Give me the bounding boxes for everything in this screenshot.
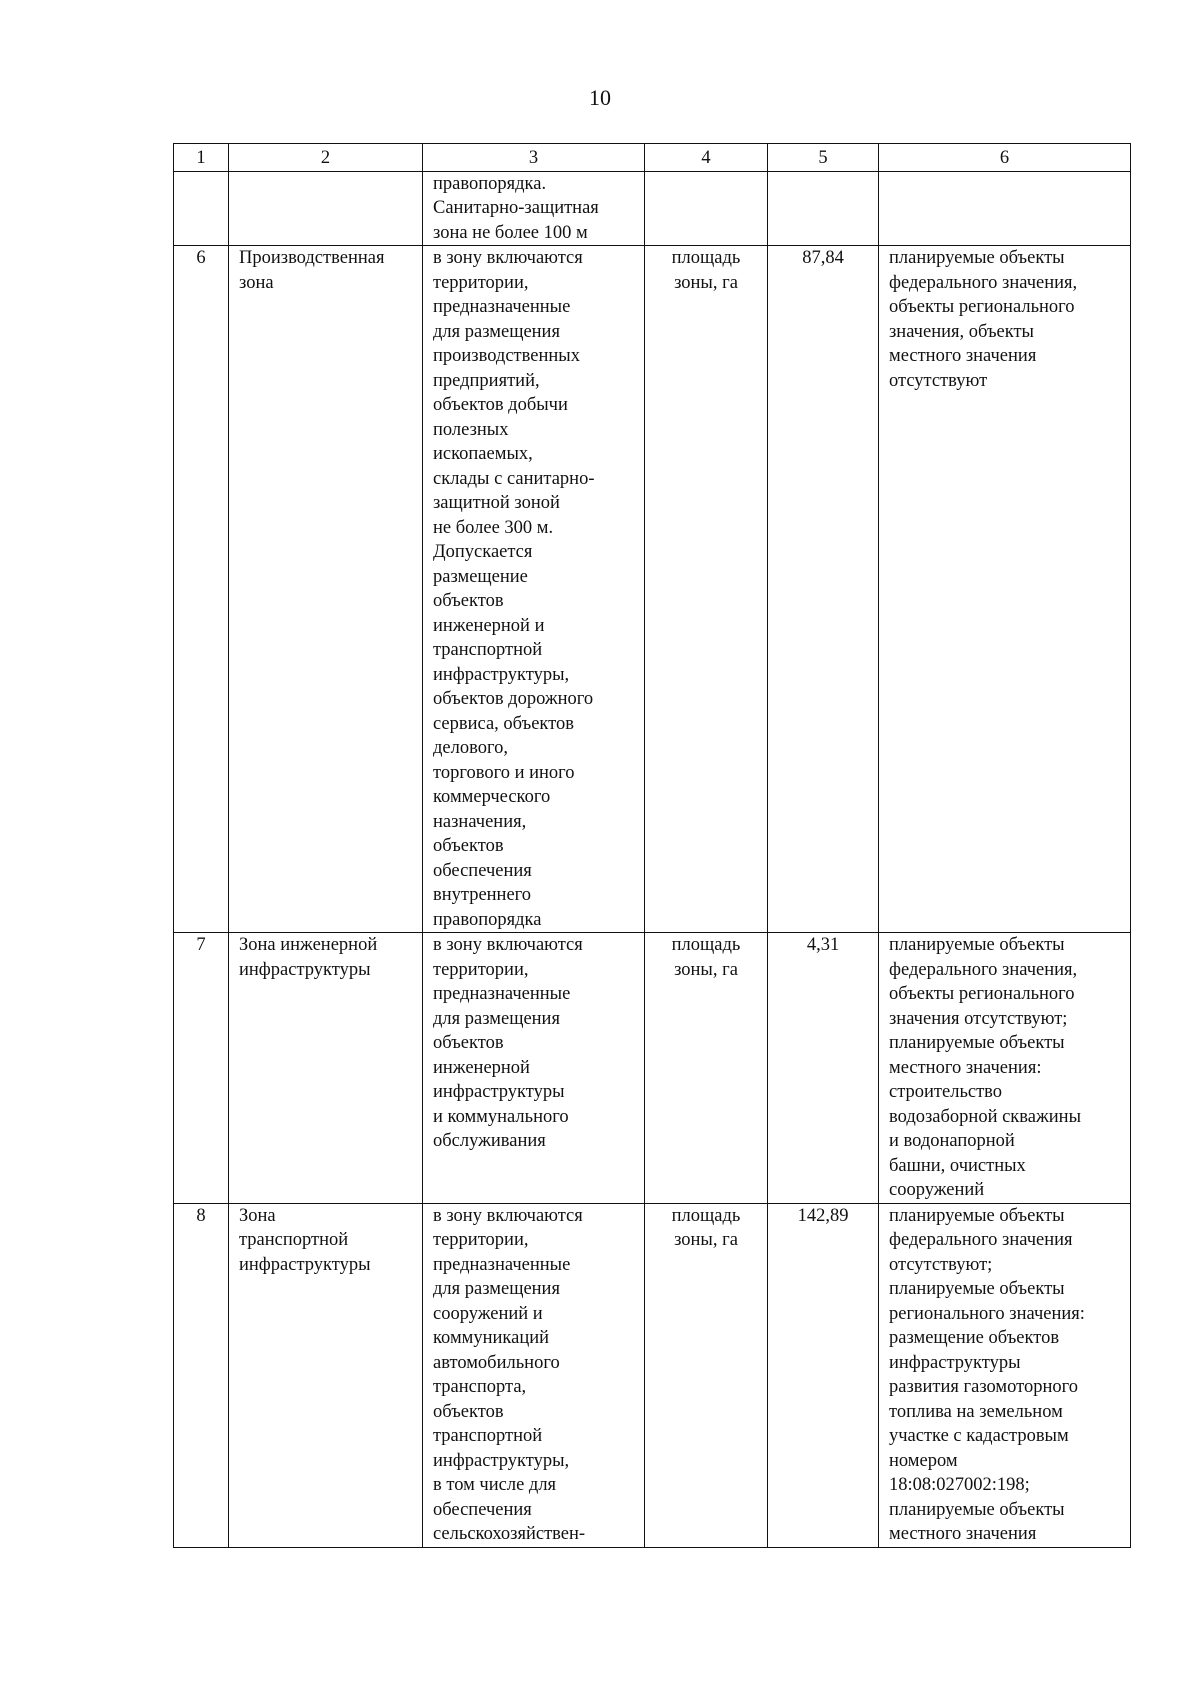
zone-name-cell (229, 246, 423, 933)
description-line: полезных (433, 419, 509, 440)
objects-line: отсутствуют; (889, 1254, 993, 1275)
description-line: в зону включаются (433, 1205, 583, 1226)
description-line: объектов добычи (433, 395, 568, 415)
objects-line: отсутствуют (889, 370, 988, 391)
column-header: 3 (423, 144, 645, 172)
indicator-line: зоны, га (674, 959, 738, 980)
planned-objects-cell (879, 246, 1131, 933)
zone-name-line: Производственная (239, 248, 385, 268)
description-line: объектов (433, 591, 504, 611)
description-line: сервиса, объектов (433, 713, 574, 734)
column-header: 4 (645, 144, 768, 172)
description-line: транспортной (433, 1426, 543, 1446)
objects-line: номером (889, 1450, 958, 1471)
objects-line: планируемые объекты (889, 1205, 1065, 1226)
indicator-line: зоны, га (674, 272, 738, 293)
objects-line: местного значения (889, 1524, 1037, 1544)
description-line: правопорядка (433, 909, 542, 930)
indicator-cell (645, 246, 768, 933)
zone-name-line: Зона (239, 1205, 276, 1226)
area-value-cell: 4,31 (768, 933, 879, 1204)
description-line: сельскохозяйствен- (433, 1524, 586, 1544)
description-line: размещение (433, 566, 528, 587)
description-line: объектов (433, 1033, 504, 1053)
indicator-cell (645, 1203, 768, 1547)
zones-table (173, 143, 1131, 1548)
description-line: транспортной (433, 640, 543, 660)
zone-name-cell (229, 1203, 423, 1547)
objects-line: объекты регионального (889, 297, 1075, 317)
table-header-row (174, 144, 1131, 172)
description-line: обеспечения (433, 860, 532, 881)
zone-name-line: инфраструктуры (239, 959, 371, 980)
description-line: инфраструктуры (433, 1082, 565, 1102)
description-line: Допускается (433, 542, 533, 562)
table-row (174, 171, 1131, 246)
zone-name-cell (229, 171, 423, 246)
planned-objects-cell (879, 933, 1131, 1204)
zone-description-cell (423, 933, 645, 1204)
objects-line: башни, очистных (889, 1155, 1026, 1176)
row-number-cell: 6 (174, 246, 229, 933)
description-line: объектов дорожного (433, 689, 594, 709)
zone-name-line: Зона инженерной (239, 935, 378, 955)
description-line: территории, (433, 272, 529, 293)
description-line: и коммунального (433, 1106, 569, 1127)
description-line: инфраструктуры, (433, 1450, 570, 1471)
description-line: инфраструктуры, (433, 664, 570, 685)
description-line: назначения, (433, 811, 527, 832)
objects-line: планируемые объекты (889, 1279, 1065, 1299)
description-line: в том числе для (433, 1475, 557, 1495)
zone-description-cell (423, 1203, 645, 1547)
objects-line: значения отсутствуют; (889, 1008, 1068, 1029)
description-line: защитной зоной (433, 493, 560, 513)
description-line: объектов (433, 836, 504, 856)
row-number-cell: 8 (174, 1203, 229, 1547)
area-value-cell (768, 171, 879, 246)
description-line: правопорядка. (433, 173, 547, 194)
objects-line: объекты регионального (889, 984, 1075, 1004)
objects-line: планируемые объекты (889, 1499, 1065, 1520)
description-line: торгового и иного (433, 762, 575, 783)
description-line: предприятий, (433, 370, 540, 391)
objects-line: федерального значения, (889, 959, 1078, 980)
objects-line: местного значения: (889, 1057, 1042, 1078)
objects-line: регионального значения: (889, 1303, 1085, 1324)
description-line: территории, (433, 959, 529, 980)
planned-objects-cell (879, 1203, 1131, 1547)
objects-line: водозаборной скважины (889, 1106, 1082, 1127)
objects-line: топлива на земельном (889, 1401, 1063, 1422)
description-line: Санитарно-защитная (433, 198, 599, 218)
description-line: коммуникаций (433, 1328, 550, 1348)
description-line: автомобильного (433, 1352, 560, 1373)
objects-line: инфраструктуры (889, 1352, 1021, 1373)
objects-line: развития газомоторного (889, 1377, 1079, 1397)
indicator-line: зоны, га (674, 1230, 738, 1250)
description-line: обеспечения (433, 1499, 532, 1520)
column-header: 6 (879, 144, 1131, 172)
objects-line: местного значения (889, 346, 1037, 366)
description-line: сооружений и (433, 1303, 543, 1324)
objects-line: и водонапорной (889, 1131, 1015, 1151)
area-value-cell: 87,84 (768, 246, 879, 933)
description-line: зона не более 100 м (433, 222, 588, 243)
objects-line: федерального значения (889, 1230, 1073, 1250)
table-row (174, 933, 1131, 1204)
description-line: для размещения (433, 321, 560, 342)
indicator-cell (645, 933, 768, 1204)
objects-line: размещение объектов (889, 1328, 1060, 1348)
column-header: 1 (174, 144, 229, 172)
description-line: предназначенные (433, 984, 571, 1004)
description-line: делового, (433, 738, 508, 758)
description-line: склады с санитарно- (433, 468, 595, 489)
description-line: не более 300 м. (433, 517, 554, 538)
indicator-line: площадь (671, 1205, 741, 1226)
objects-line: значения, объекты (889, 321, 1034, 342)
description-line: предназначенные (433, 297, 571, 317)
objects-line: участке с кадастровым (889, 1426, 1069, 1446)
description-line: обслуживания (433, 1131, 546, 1151)
description-line: объектов (433, 1401, 504, 1422)
description-line: предназначенные (433, 1254, 571, 1275)
description-line: территории, (433, 1230, 529, 1250)
description-line: внутреннего (433, 885, 532, 905)
objects-line: федерального значения, (889, 272, 1078, 293)
description-line: транспорта, (433, 1377, 527, 1397)
description-line: ископаемых, (433, 444, 533, 464)
zone-description-cell (423, 246, 645, 933)
objects-line: 18:08:027002:198; (889, 1475, 1030, 1495)
objects-line: сооружений (889, 1180, 985, 1200)
zone-name-cell (229, 933, 423, 1204)
table-row (174, 246, 1131, 933)
description-line: в зону включаются (433, 248, 583, 268)
indicator-line: площадь (671, 935, 741, 955)
objects-line: планируемые объекты (889, 935, 1065, 955)
description-line: инженерной и (433, 615, 545, 636)
description-line: для размещения (433, 1279, 560, 1299)
row-number-cell: 7 (174, 933, 229, 1204)
indicator-line: площадь (671, 248, 741, 268)
description-line: инженерной (433, 1057, 530, 1078)
description-line: коммерческого (433, 787, 551, 807)
column-header: 2 (229, 144, 423, 172)
objects-line: планируемые объекты (889, 248, 1065, 268)
zone-description-cell (423, 171, 645, 246)
area-value-cell: 142,89 (768, 1203, 879, 1547)
description-line: для размещения (433, 1008, 560, 1029)
zone-name-line: транспортной (239, 1230, 349, 1250)
page-number: 10 (589, 85, 611, 110)
objects-line: строительство (889, 1082, 1003, 1102)
zone-name-line: инфраструктуры (239, 1254, 371, 1275)
planned-objects-cell (879, 171, 1131, 246)
row-number-cell (174, 171, 229, 246)
description-line: производственных (433, 346, 580, 366)
table-row (174, 1203, 1131, 1547)
indicator-cell (645, 171, 768, 246)
zone-name-line: зона (239, 272, 274, 293)
column-header: 5 (768, 144, 879, 172)
objects-line: планируемые объекты (889, 1033, 1065, 1053)
description-line: в зону включаются (433, 935, 583, 955)
